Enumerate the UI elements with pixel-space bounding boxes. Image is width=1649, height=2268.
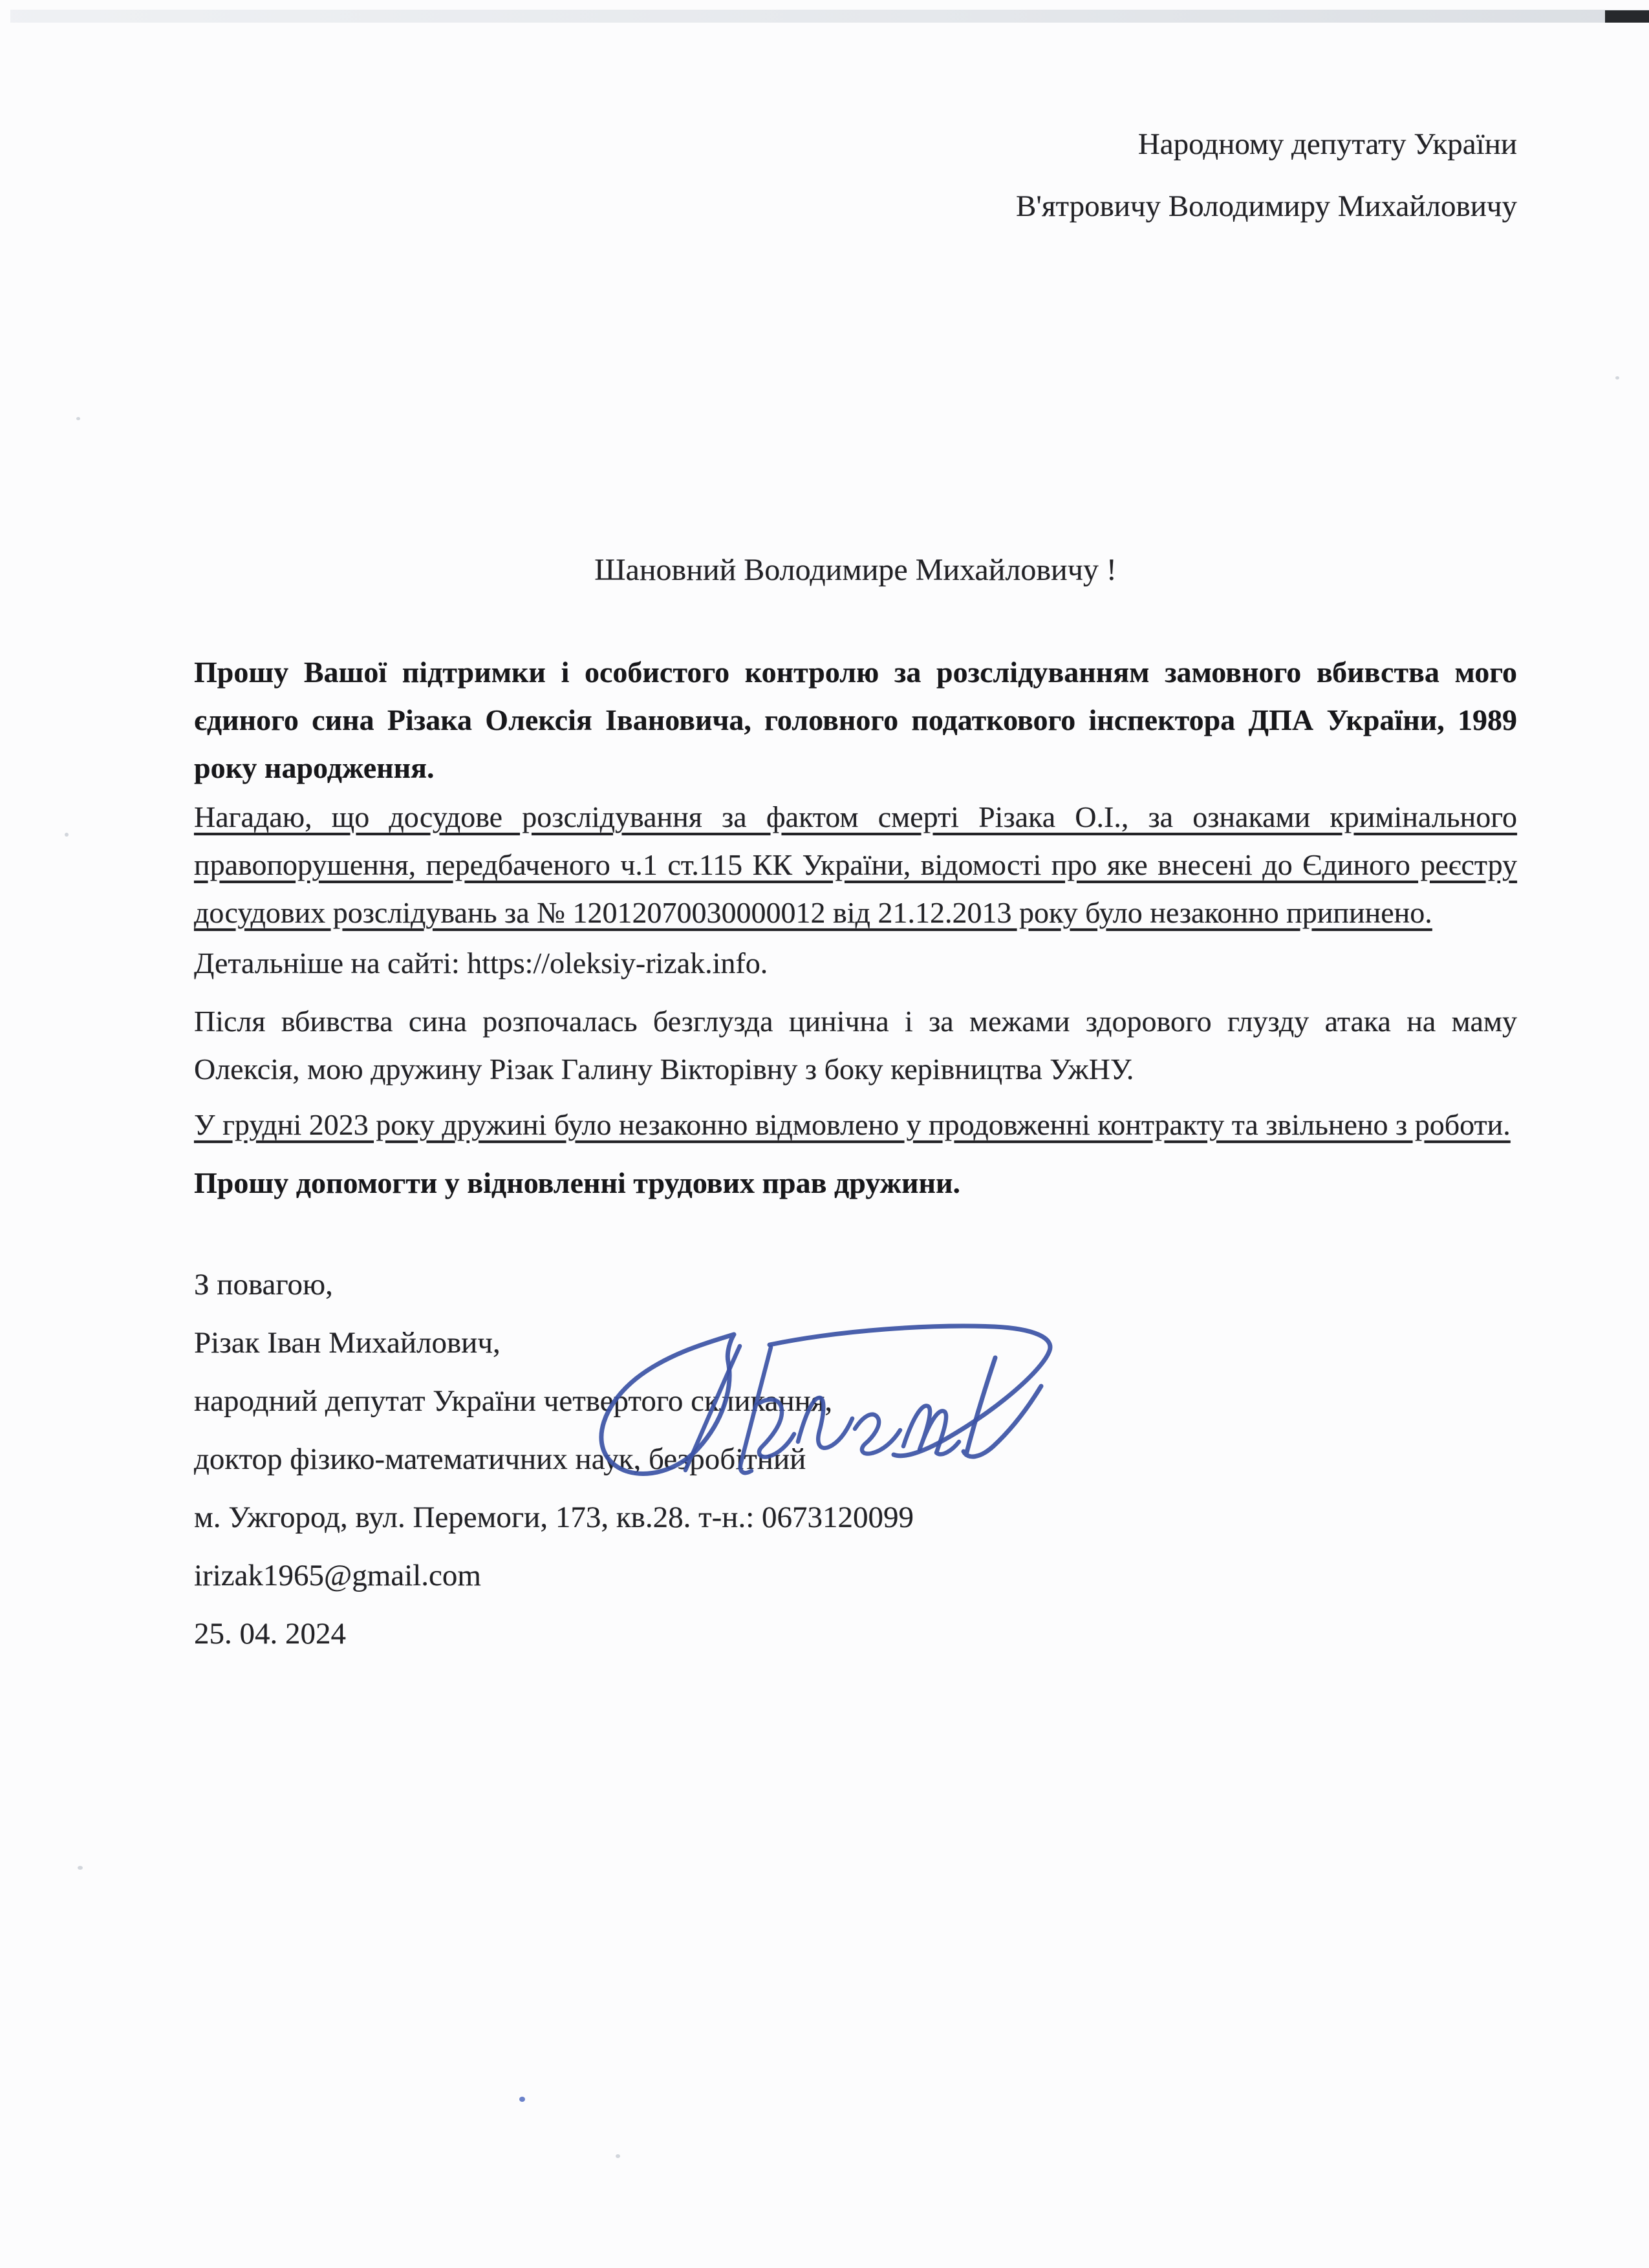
paragraph-case-closed: Нагадаю, що досудове розслідування за фактом смерті Різака О.І., за ознаками кримінального правопорушення, передбаченого ч.1 ст.115 КК України, відомості про яке внесені до Єдиного реєстру досудових розслідувань за № 12012070030000012 від 21.12.2013 року було незаконно припинено. — [194, 800, 1517, 929]
closing-title-doctor: доктор фізико-математичних наук, безробітний — [194, 1442, 806, 1476]
handwritten-signature — [570, 1320, 1061, 1482]
scan-speck — [76, 417, 80, 420]
closing-title-deputy: народний депутат України четвертого скликання, — [194, 1384, 833, 1418]
recipient-line-2: В'ятровичу Володимиру Михайловичу — [1016, 189, 1517, 223]
closing-email: irizak1965@gmail.com — [194, 1559, 481, 1592]
scan-speck — [616, 2154, 620, 2158]
paragraph-contract-terminated: У грудні 2023 року дружині було незаконно відмовлено у продовженні контракту та звільнено з роботи. — [194, 1108, 1511, 1141]
scanner-corner-mark — [1605, 10, 1649, 23]
signature-stroke — [740, 1347, 771, 1473]
recipient-line-1: Народному депутату України — [1137, 127, 1517, 161]
closing-sender-name: Різак Іван Михайлович, — [194, 1326, 501, 1360]
paragraph-request-investigation: Прошу Вашої підтримки і особистого контролю за розслідуванням замовного вбивства мого єдиного сина Різака Олексія Івановича, головного податкового інспектора ДПА України, 1989 року народження. — [194, 656, 1517, 784]
signature-stroke — [855, 1415, 900, 1454]
signature-stroke — [685, 1346, 740, 1470]
paragraph-request-help: Прошу допомогти у відновленні трудових прав дружини. — [194, 1166, 960, 1199]
salutation: Шановний Володимире Михайловичу ! — [594, 553, 1117, 587]
scan-speck — [1615, 376, 1619, 380]
signature-stroke — [964, 1358, 1041, 1457]
signature-stroke — [759, 1400, 794, 1457]
closing-address-phone: м. Ужгород, вул. Перемоги, 173, кв.28. т-н.: 0673120099 — [194, 1501, 914, 1534]
scan-speck — [65, 833, 69, 837]
scan-speck — [78, 1866, 83, 1870]
signature-stroke — [770, 1326, 1050, 1456]
paragraph-website-link: Детальніше на сайті: https://oleksiy-rizak.info. — [194, 947, 768, 979]
ink-speck — [519, 2097, 525, 2102]
paragraph-attack-on-wife: Після вбивства сина розпочалась безглузда цинічна і за межами здорового глузду атака на маму Олексія, мою дружину Різак Галину Вікторівну з боку керівництва УжНУ. — [194, 1005, 1517, 1086]
recipient-block — [194, 113, 1517, 237]
signature-stroke — [798, 1398, 852, 1448]
closing-date: 25. 04. 2024 — [194, 1617, 346, 1651]
closing-regards: З повагою, — [194, 1268, 333, 1301]
